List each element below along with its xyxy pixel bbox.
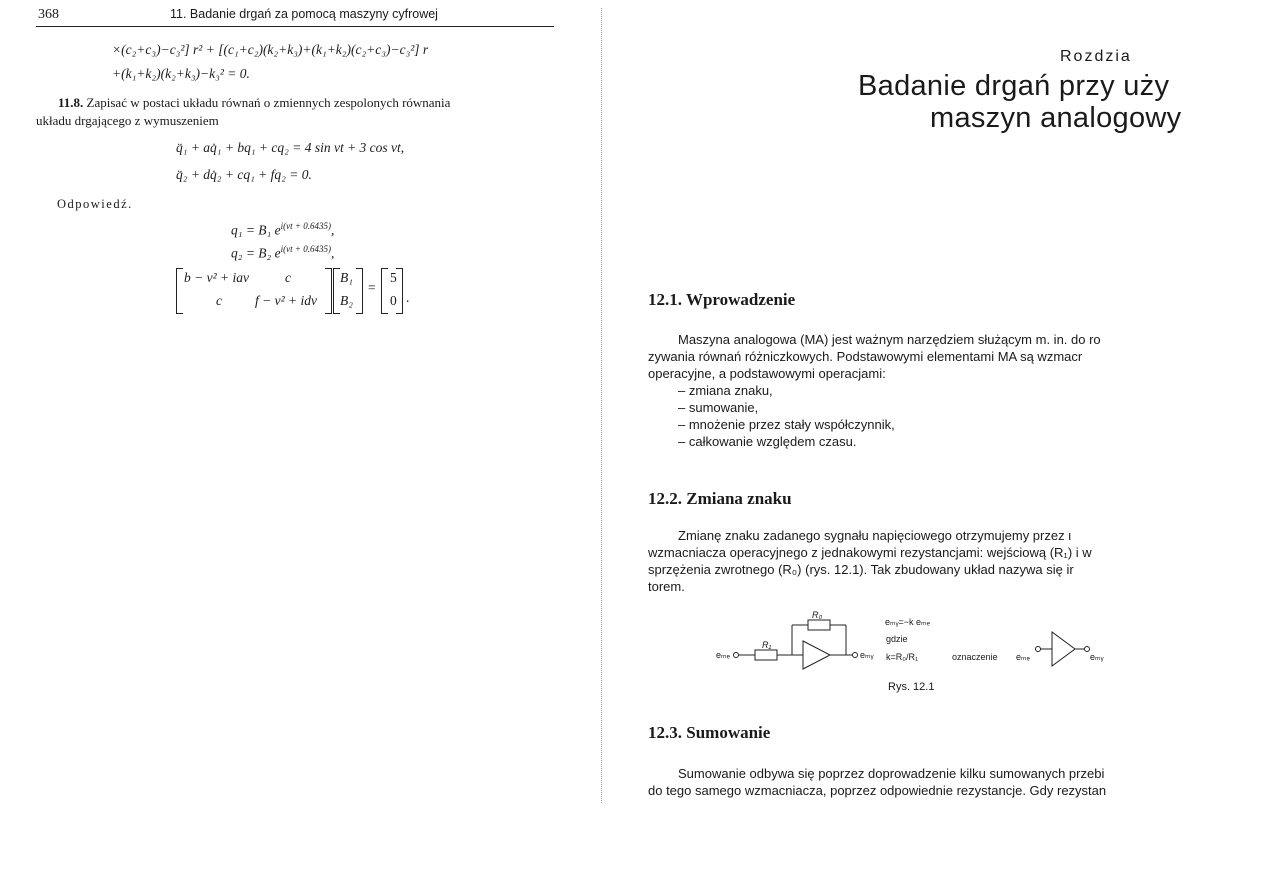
problem-number: 11.8.	[58, 95, 84, 110]
system-equation-2: q̈₂ + dq̇₂ + cq₁ + fq₂ = 0.	[176, 167, 312, 182]
page-gutter	[601, 8, 602, 803]
section-12-1-line-3: operacyjne, a podstawowymi operacjami:	[648, 366, 886, 381]
list-item: – całkowanie względem czasu.	[678, 434, 857, 449]
list-item: – zmiana znaku,	[678, 383, 773, 398]
matrix-right-bracket	[325, 268, 332, 314]
section-12-2-heading: 12.2. Zmiana znaku	[648, 489, 792, 508]
section-12-3-line-1: Sumowanie odbywa się poprzez doprowadzenie kilku sumowanych przebi	[678, 766, 1105, 781]
section-12-3-heading: 12.3. Sumowanie	[648, 723, 771, 742]
matrix-a21: c	[216, 293, 222, 308]
equation-line-2: +(k₁+k₂)(k₂+k₃)−k₃² = 0.	[112, 66, 250, 81]
system-equation-1: q̈₁ + aq̇₁ + bq₁ + cq₂ = 4 sin νt + 3 cos νt,	[176, 140, 405, 155]
matrix-a22: f − ν² + idν	[255, 293, 318, 308]
vector-b-right-bracket	[356, 268, 363, 314]
problem-line-1	[58, 95, 450, 111]
problem-text-1: Zapisać w postaci układu równań o zmiennych zespolonych równania	[86, 95, 451, 110]
symbol-output-label: eₘᵧ	[1090, 652, 1104, 662]
chapter-title-line-2: maszyn analogowy	[930, 102, 1182, 134]
resistor-r1	[755, 650, 777, 660]
section-12-1-line-1: Maszyna analogowa (MA) jest ważnym narzędziem służącym m. in. do ro	[678, 332, 1101, 347]
section-12-1-line-2: zywania równań różniczkowych. Podstawowymi elementami MA są wzmacr	[648, 349, 1083, 364]
label-input: eₘₑ	[716, 650, 730, 660]
matrix-left-bracket	[176, 268, 183, 314]
section-12-3-line-2: do tego samego wzmacniacza, poprzez odpowiednie rezystancje. Gdy rezystan	[648, 783, 1107, 798]
list-item: – sumowanie,	[678, 400, 759, 415]
list-item-text: sumowanie,	[688, 400, 759, 415]
formula-line-2: gdzie	[886, 634, 908, 644]
vector-r-right-bracket	[396, 268, 403, 314]
vector-b-left-bracket	[333, 268, 340, 314]
page-number: 368	[38, 7, 59, 22]
vector-r-left-bracket	[381, 268, 388, 314]
symbol-amplifier	[1052, 632, 1075, 666]
solution-2-exponent: i(νt + 0.6435)	[280, 244, 331, 254]
problem-text-2: układu drgającego z wymuszeniem	[36, 113, 219, 128]
symbol-output-terminal	[1085, 647, 1090, 652]
list-item-text: całkowanie względem czasu.	[688, 434, 857, 449]
label-r0: R₀	[812, 610, 823, 620]
list-item: – mnożenie przez stały współczynnik,	[678, 417, 895, 432]
section-12-2-line-1: Zmianę znaku zadanego sygnału napięciowego otrzymujemy przez ι	[678, 528, 1072, 543]
vector-b2: B₂	[340, 293, 353, 308]
section-12-2-line-2: wzmacniacza operacyjnego z jednakowymi rezystancjami: wejściową (R₁) i w	[648, 545, 1092, 560]
symbol-label: oznaczenie	[952, 652, 998, 662]
solution-1-exponent: i(νt + 0.6435)	[280, 221, 331, 231]
header-rule	[36, 26, 554, 27]
equals-sign: =	[368, 280, 376, 295]
solution-1: q₁ = B₁ $e^{i(\nu t + 0.6435)}$,	[231, 221, 335, 238]
running-head: 11. Badanie drgań za pomocą maszyny cyfrowej	[170, 7, 438, 21]
vector-b1: B₁	[340, 270, 353, 285]
solution-2: q₂ = B₂ $e^{i(\nu t + 0.6435)}$,	[231, 244, 335, 261]
resistor-r0	[808, 620, 830, 630]
formula-line-1: eₘᵧ=−k eₘₑ	[885, 617, 930, 627]
matrix-a11: b − ν² + iaν	[184, 270, 250, 285]
equation-line-1: ×(c₂+c₃)−c₃²] r² + [(c₁+c₂)(k₂+k₃)+(k₁+k₂)(c₂+c₃)−c₃²] r	[112, 42, 429, 57]
chapter-label: Rozdzia	[1060, 48, 1132, 65]
output-terminal	[853, 653, 858, 658]
chapter-title-line-1: Badanie drgań przy uży	[858, 70, 1170, 102]
input-terminal	[734, 653, 739, 658]
label-output: eₘᵧ	[860, 650, 874, 660]
answer-label: Odpowiedź.	[57, 197, 133, 211]
solution-1-lhs: q₁ = B₁ e	[231, 222, 281, 238]
symbol-input-label: eₘₑ	[1016, 652, 1030, 662]
vector-r1: 5	[390, 270, 397, 285]
symbol-input-terminal	[1036, 647, 1041, 652]
figure-caption: Rys. 12.1	[888, 681, 935, 693]
matrix-period: .	[406, 290, 410, 305]
list-item-text: zmiana znaku,	[688, 383, 773, 398]
formula-line-3: k=R₀/R₁	[886, 652, 919, 662]
amplifier-triangle	[803, 641, 830, 669]
section-12-2-line-3: sprzężenia zwrotnego (R₀) (rys. 12.1). Tak zbudowany układ nazywa się ir	[648, 562, 1074, 577]
solution-2-lhs: q₂ = B₂ e	[231, 245, 281, 261]
section-12-1-heading: 12.1. Wprowadzenie	[648, 290, 796, 309]
list-item-text: mnożenie przez stały współczynnik,	[688, 417, 895, 432]
vector-r2: 0	[390, 293, 397, 308]
label-r1: R₁	[762, 640, 772, 650]
section-12-2-line-4: torem.	[648, 579, 685, 594]
matrix-a12: c	[285, 270, 291, 285]
